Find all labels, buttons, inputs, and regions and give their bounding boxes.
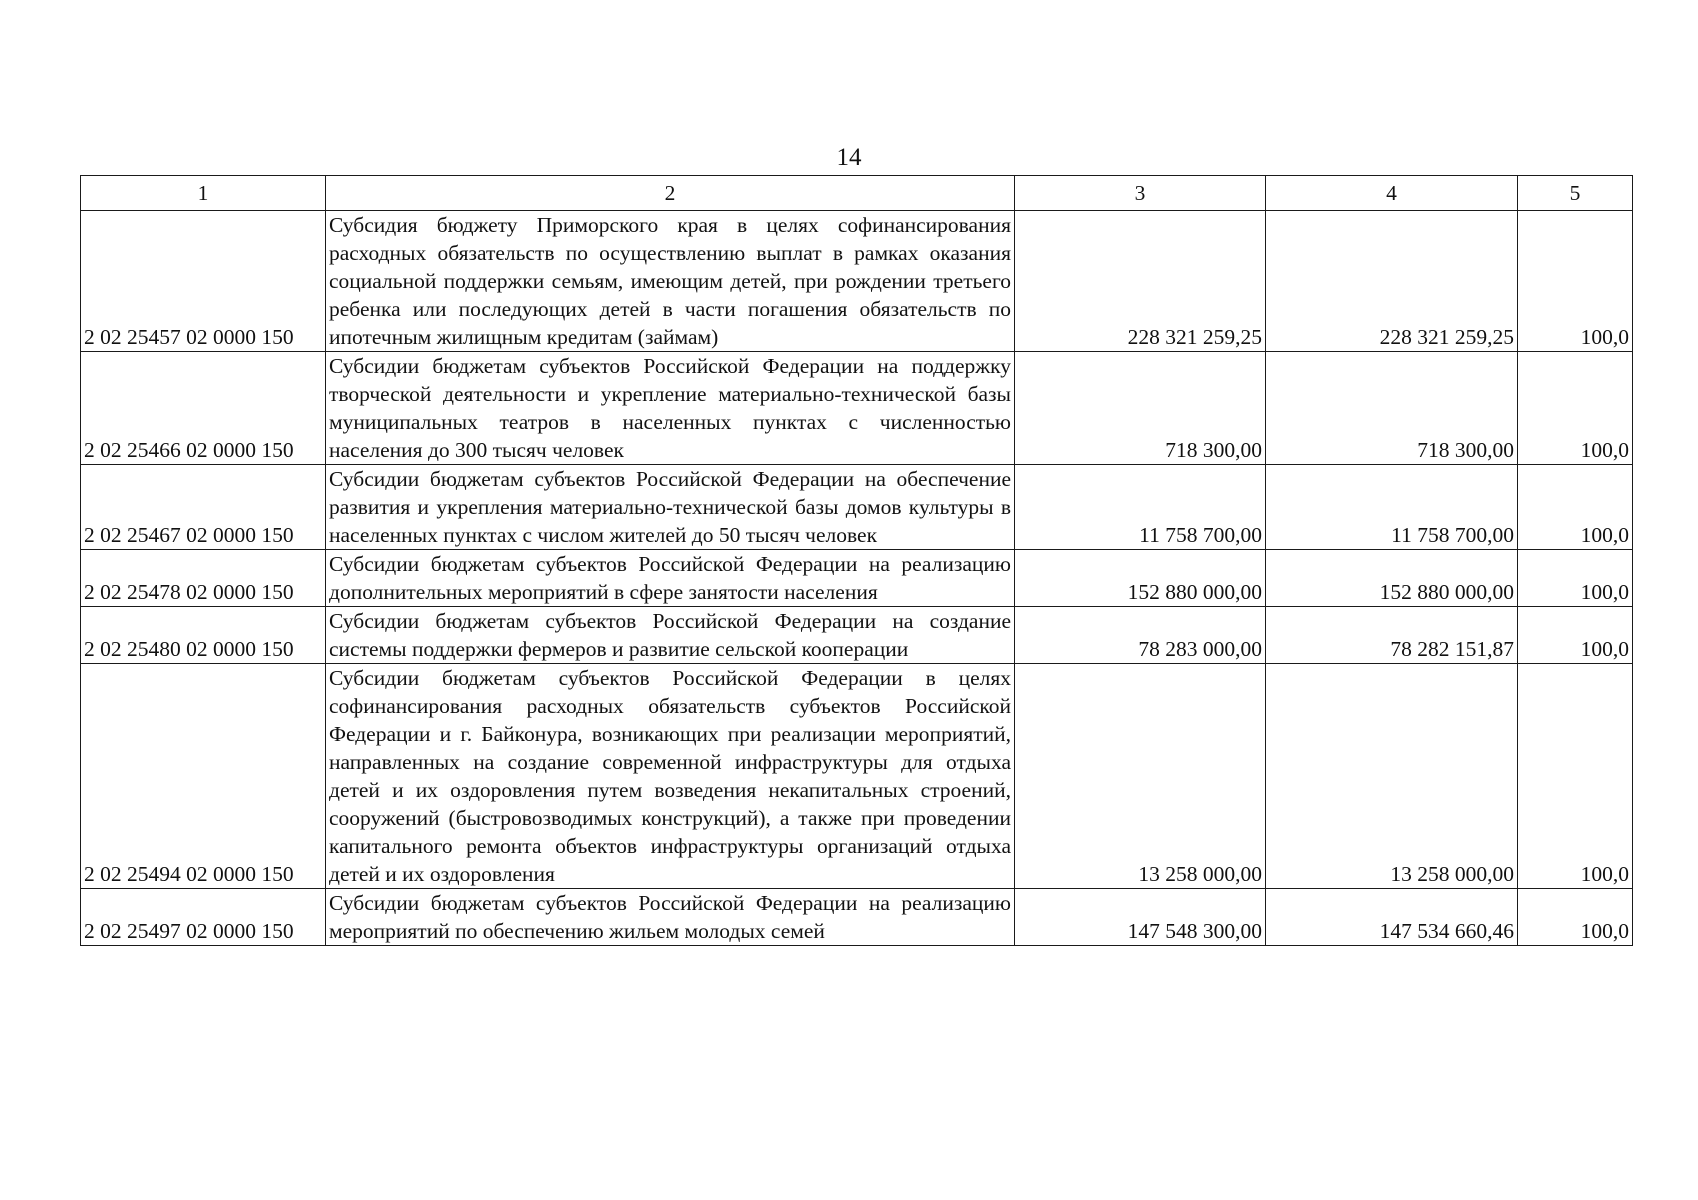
column-header-1: 1 bbox=[81, 176, 326, 211]
table-row bbox=[81, 211, 1633, 352]
percent-executed: 100,0 bbox=[1518, 211, 1633, 352]
row-description: Субсидия бюджету Приморского края в целях софинансирования расходных обязательств по осуществлению выплат в рамках оказания социальной поддержки семьям, имеющим детей, при рождении третьего ребенка или последующих детей в части погашения обязательств по ипотечным жилищным кредитам (займам) bbox=[326, 211, 1015, 352]
column-header-5: 5 bbox=[1518, 176, 1633, 211]
planned-amount: 147 548 300,00 bbox=[1015, 889, 1266, 946]
actual-amount: 152 880 000,00 bbox=[1266, 550, 1518, 607]
actual-amount: 147 534 660,46 bbox=[1266, 889, 1518, 946]
percent-executed: 100,0 bbox=[1518, 889, 1633, 946]
table-row bbox=[81, 664, 1633, 889]
row-description: Субсидии бюджетам субъектов Российской Федерации на реализацию мероприятий по обеспечению жильем молодых семей bbox=[326, 889, 1015, 946]
budget-code: 2 02 25466 02 0000 150 bbox=[81, 352, 326, 465]
budget-code: 2 02 25478 02 0000 150 bbox=[81, 550, 326, 607]
planned-amount: 228 321 259,25 bbox=[1015, 211, 1266, 352]
row-description: Субсидии бюджетам субъектов Российской Федерации на создание системы поддержки фермеров и развитие сельской кооперации bbox=[326, 607, 1015, 664]
actual-amount: 228 321 259,25 bbox=[1266, 211, 1518, 352]
table-row bbox=[81, 607, 1633, 664]
budget-code: 2 02 25457 02 0000 150 bbox=[81, 211, 326, 352]
table-row bbox=[81, 465, 1633, 550]
percent-executed: 100,0 bbox=[1518, 607, 1633, 664]
actual-amount: 13 258 000,00 bbox=[1266, 664, 1518, 889]
column-header-4: 4 bbox=[1266, 176, 1518, 211]
planned-amount: 11 758 700,00 bbox=[1015, 465, 1266, 550]
percent-executed: 100,0 bbox=[1518, 550, 1633, 607]
row-description: Субсидии бюджетам субъектов Российской Федерации в целях софинансирования расходных обязательств субъектов Российской Федерации и г. Байконура, возникающих при реализации мероприятий, направленных на создание современной инфраструктуры для отдыха детей и их оздоровления путем возведения некапитальных строений, сооружений (быстровозводимых конструкций), а также при проведении капитального ремонта объектов инфраструктуры организаций отдыха детей и их оздоровления bbox=[326, 664, 1015, 889]
budget-code: 2 02 25494 02 0000 150 bbox=[81, 664, 326, 889]
actual-amount: 11 758 700,00 bbox=[1266, 465, 1518, 550]
table-row bbox=[81, 550, 1633, 607]
planned-amount: 152 880 000,00 bbox=[1015, 550, 1266, 607]
budget-code: 2 02 25497 02 0000 150 bbox=[81, 889, 326, 946]
percent-executed: 100,0 bbox=[1518, 664, 1633, 889]
column-header-3: 3 bbox=[1015, 176, 1266, 211]
budget-code: 2 02 25467 02 0000 150 bbox=[81, 465, 326, 550]
row-description: Субсидии бюджетам субъектов Российской Федерации на поддержку творческой деятельности и укрепление материально-технической базы муниципальных театров в населенных пунктах с численностью населения до 300 тысяч человек bbox=[326, 352, 1015, 465]
planned-amount: 13 258 000,00 bbox=[1015, 664, 1266, 889]
table-row bbox=[81, 352, 1633, 465]
actual-amount: 718 300,00 bbox=[1266, 352, 1518, 465]
budget-code: 2 02 25480 02 0000 150 bbox=[81, 607, 326, 664]
header-row bbox=[81, 176, 1633, 211]
row-description: Субсидии бюджетам субъектов Российской Федерации на реализацию дополнительных мероприятий в сфере занятости населения bbox=[326, 550, 1015, 607]
percent-executed: 100,0 bbox=[1518, 465, 1633, 550]
column-header-2: 2 bbox=[326, 176, 1015, 211]
percent-executed: 100,0 bbox=[1518, 352, 1633, 465]
page-number: 14 bbox=[836, 144, 862, 171]
planned-amount: 78 283 000,00 bbox=[1015, 607, 1266, 664]
row-description: Субсидии бюджетам субъектов Российской Федерации на обеспечение развития и укрепления материально-технической базы домов культуры в населенных пунктах с числом жителей до 50 тысяч человек bbox=[326, 465, 1015, 550]
table-row bbox=[81, 889, 1633, 946]
planned-amount: 718 300,00 bbox=[1015, 352, 1266, 465]
actual-amount: 78 282 151,87 bbox=[1266, 607, 1518, 664]
budget-table bbox=[80, 175, 1633, 946]
